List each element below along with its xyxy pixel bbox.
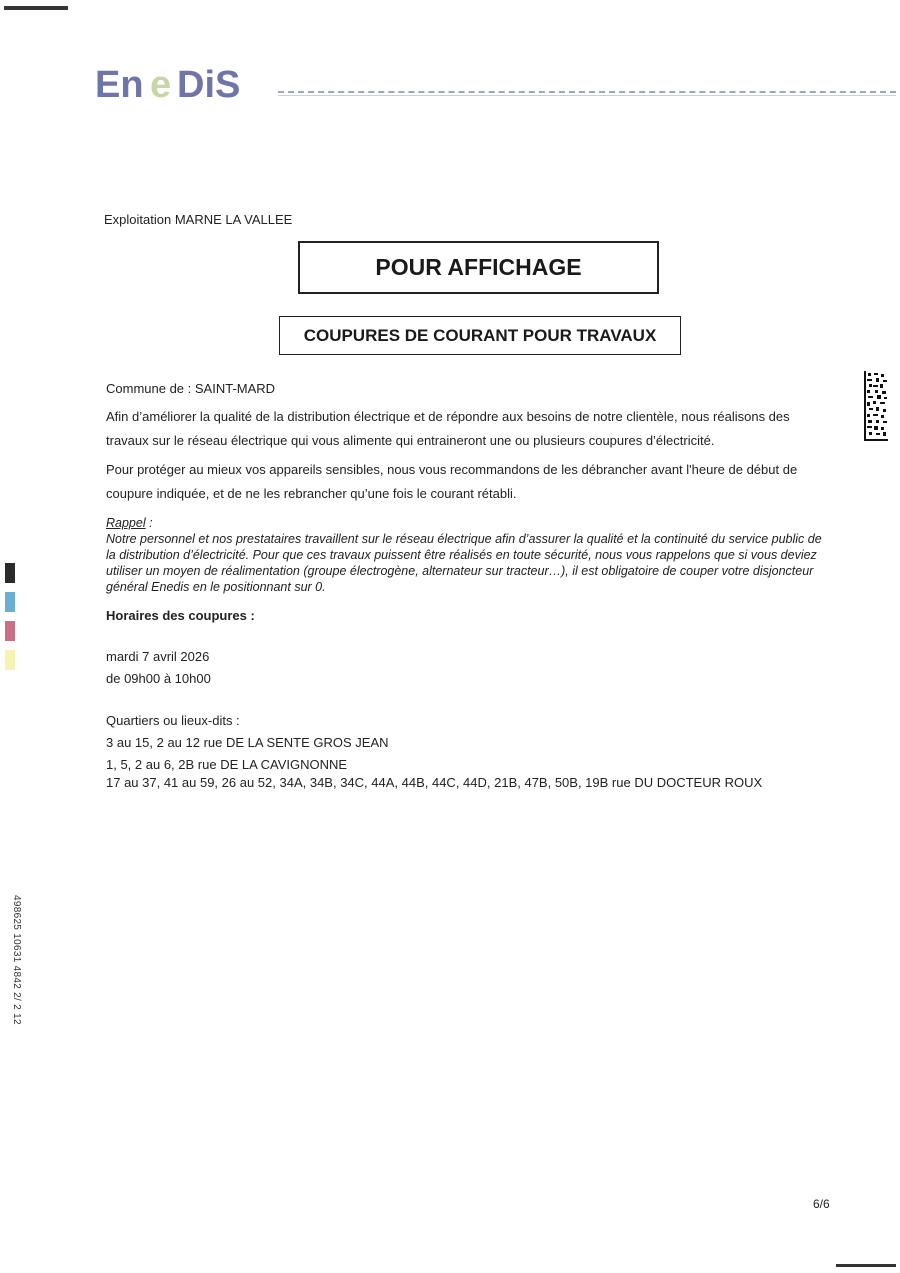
advice-paragraph: Pour protéger au mieux vos appareils sensibles, nous vous recommandons de les débrancher avant l'heure de début de coupure indiquée, et de ne les rebrancher qu’une fois le courant rétabli.: [106, 462, 798, 501]
commune-label: Commune de : SAINT-MARD: [106, 381, 276, 396]
outage-time: de 09h00 à 10h00: [106, 671, 211, 686]
intro-paragraph: Afin d’améliorer la qualité de la distribution électrique et de répondre aux besoins de notre clientèle, nous réalisons des travaux sur le réseau électrique qui vous alimente qui entraineront une ou plusieurs coupures d’électricité.: [106, 409, 790, 448]
quartiers-heading: Quartiers ou lieux-dits :: [106, 713, 240, 728]
subtitle-text: COUPURES DE COURANT POUR TRAVAUX: [303, 325, 657, 345]
datamatrix-code: [864, 371, 888, 441]
svg-text:En: En: [95, 64, 144, 102]
svg-text:DiS: DiS: [177, 64, 241, 102]
logo-divider-line-secondary: [278, 95, 896, 96]
margin-tracking-code: 498625 10631 4842 2/ 2 12: [11, 895, 22, 1025]
exploitation-label: Exploitation MARNE LA VALLEE: [104, 212, 293, 227]
street-line: 1, 5, 2 au 6, 2B rue DE LA CAVIGNONNE: [106, 757, 348, 772]
subtitle-box: [279, 316, 681, 355]
title-box: [298, 241, 659, 294]
color-swatch-cyan: [5, 592, 15, 612]
enedis-logo: [95, 62, 267, 102]
page-number: 6/6: [813, 1197, 830, 1211]
title-text: POUR AFFICHAGE: [375, 254, 582, 280]
horaires-heading: Horaires des coupures :: [106, 608, 255, 623]
rappel-colon: :: [145, 516, 153, 530]
street-line: 3 au 15, 2 au 12 rue DE LA SENTE GROS JEAN: [106, 735, 389, 750]
scan-edge-mark-bottom: [836, 1264, 896, 1267]
rappel-text: Notre personnel et nos prestataires travaillent sur le réseau électrique afin d’assurer la qualité et la continuité du service public de la distribution d’électricité. Pour que ces travaux puissent être réalisés en toute sécurité, nous vous rappelons que si vous deviez utiliser un moyen de réalimentation (groupe électrogène, alternateur sur tracteur…), il est obligatoire de couper votre disjoncteur général Enedis en le positionnant sur 0.: [106, 532, 822, 594]
svg-text:e: e: [150, 64, 172, 102]
outage-date: mardi 7 avril 2026: [106, 649, 210, 664]
rappel-heading: [106, 516, 153, 530]
scan-edge-mark-top: [4, 6, 68, 10]
color-swatch-magenta: [5, 621, 15, 641]
color-swatch-black: [5, 563, 15, 583]
color-swatch-yellow: [5, 650, 15, 670]
logo-divider-line: [278, 91, 896, 93]
street-line: 17 au 37, 41 au 59, 26 au 52, 34A, 34B, 34C, 44A, 44B, 44C, 44D, 21B, 47B, 50B, 19B rue DU DOCTEUR ROUX: [106, 775, 763, 790]
rappel-label: Rappel: [106, 516, 146, 530]
